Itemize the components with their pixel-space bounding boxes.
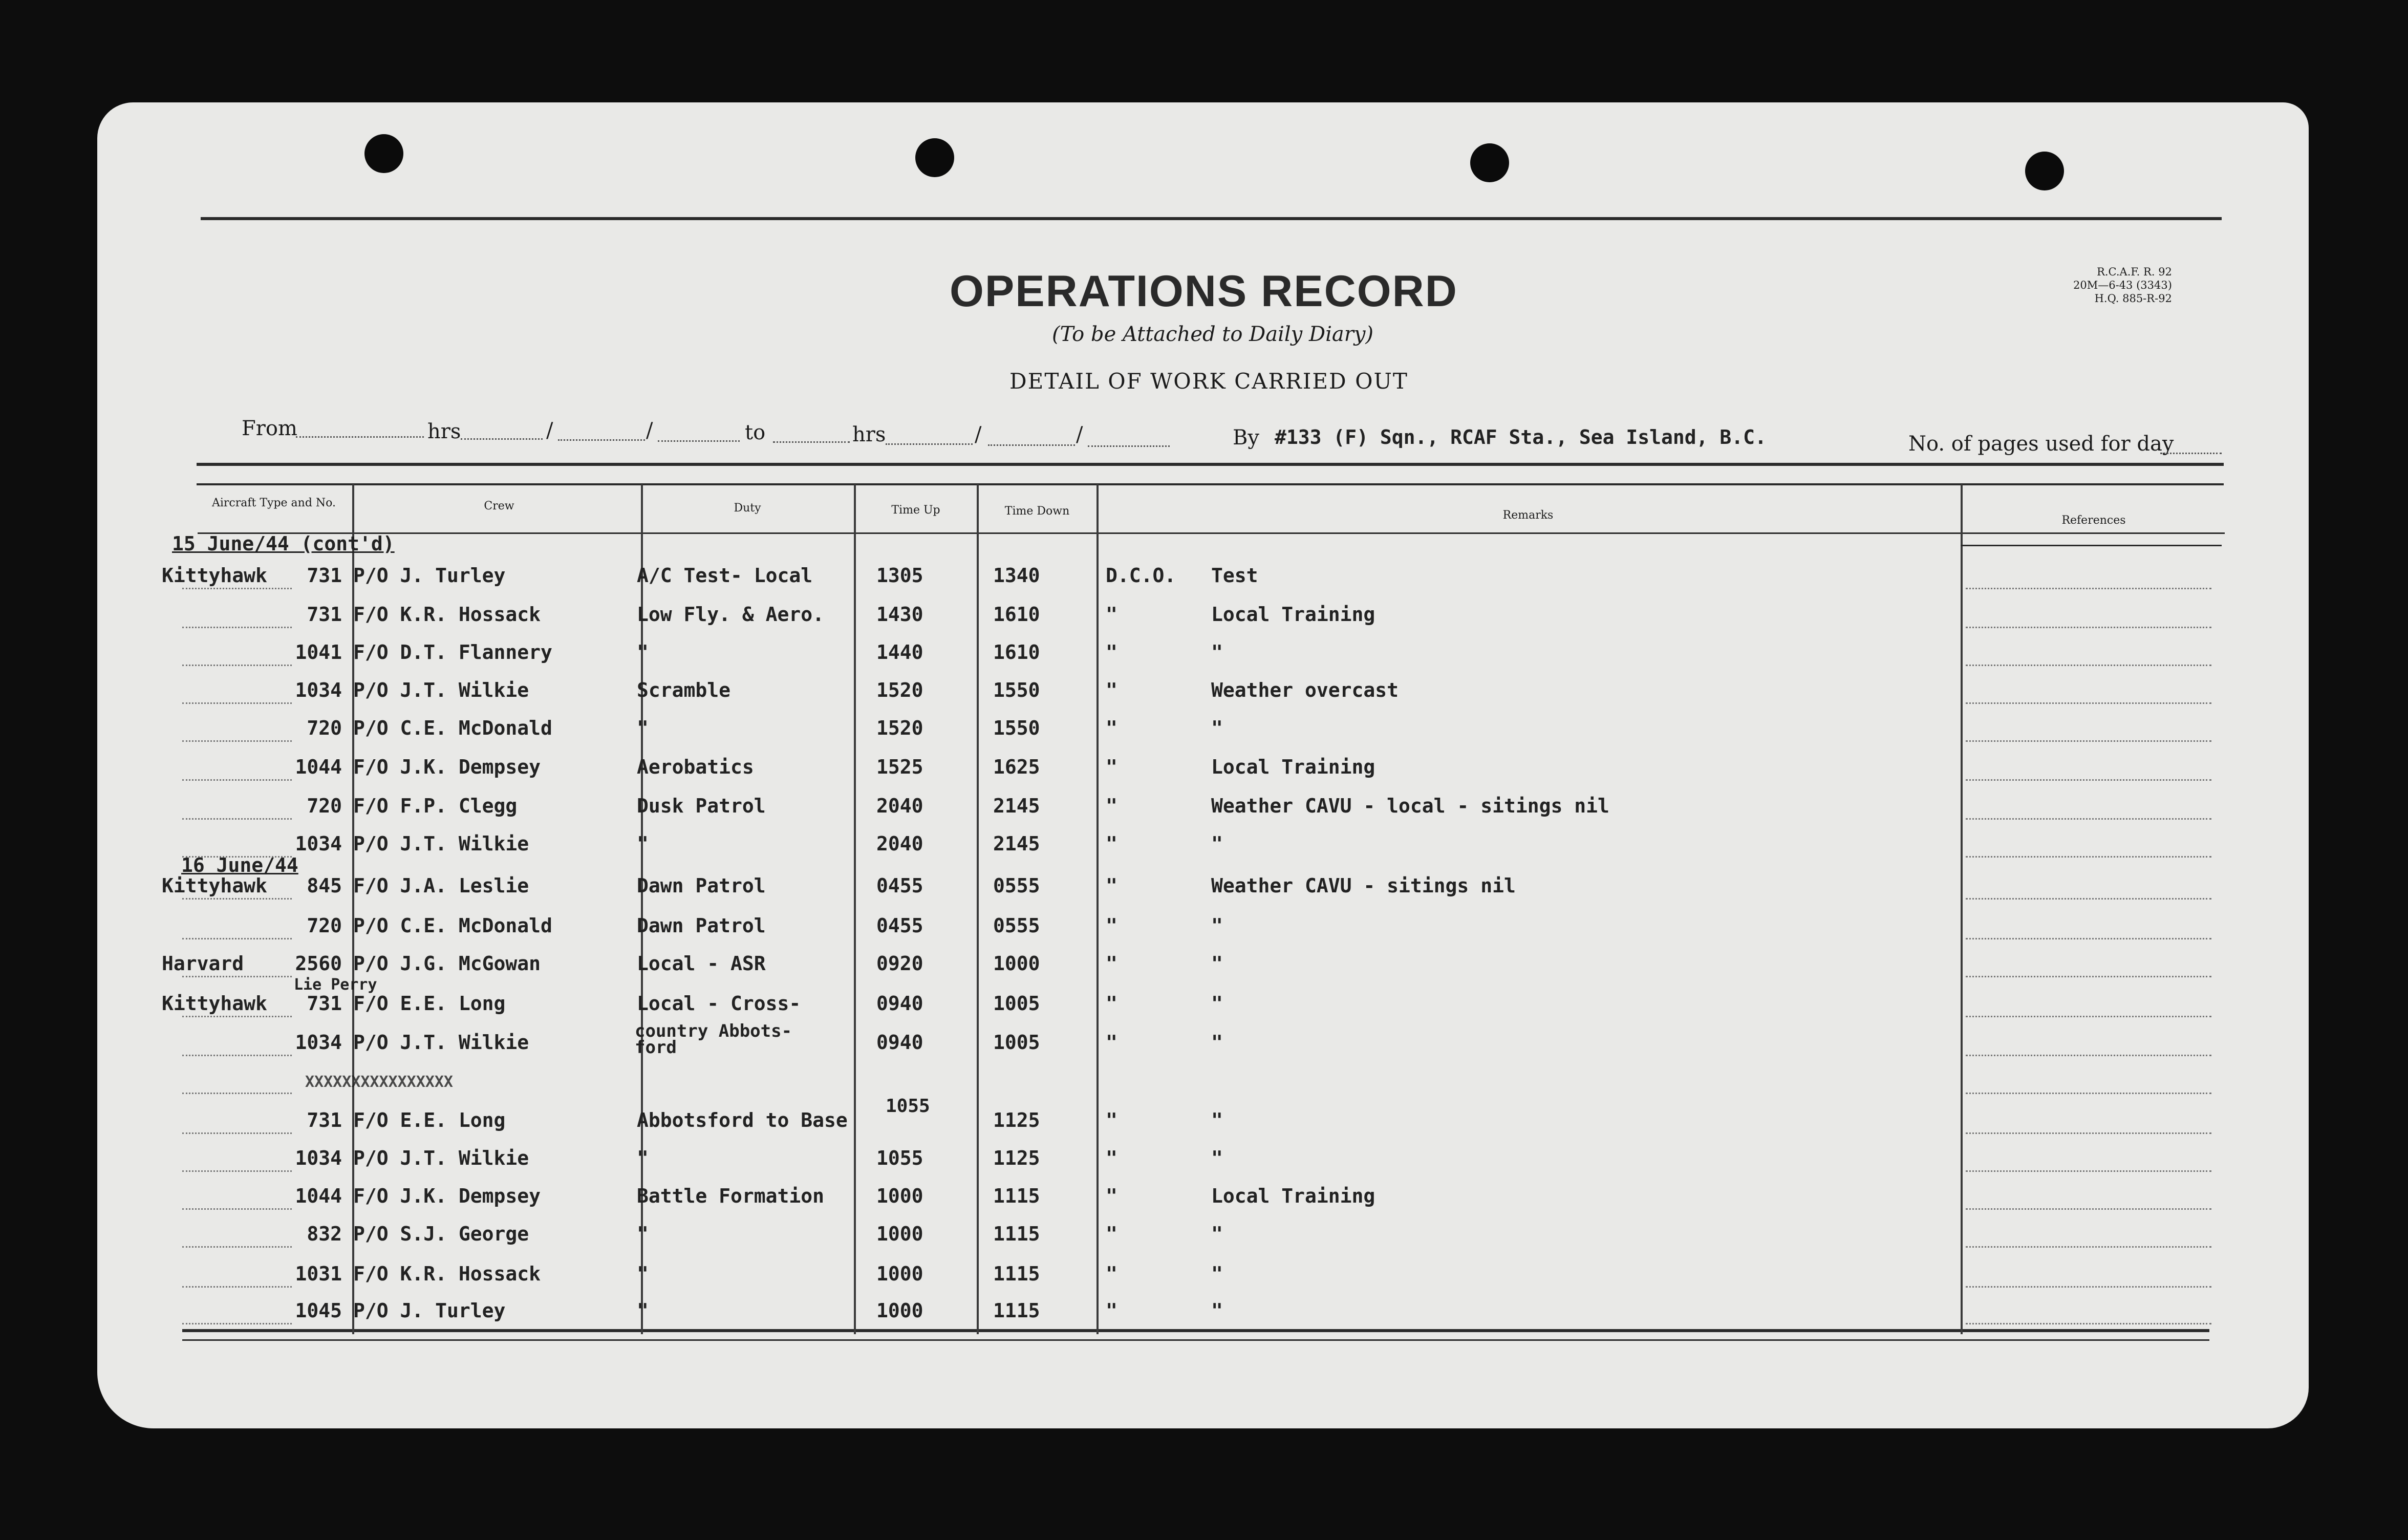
crew-cell: F/O K.R. Hossack	[353, 1263, 541, 1285]
aircraft-number-cell: 1034	[295, 1031, 342, 1054]
remarks-cell: Weather CAVU - sitings nil	[1211, 874, 1516, 897]
time-down-cell: 1000	[993, 952, 1040, 975]
aircraft-number-cell: 832	[307, 1223, 342, 1245]
col-header-references: References	[2061, 514, 2126, 527]
time-up-cell: 1440	[876, 641, 923, 664]
duty-cell: "	[637, 717, 649, 739]
time-down-cell: 1610	[993, 641, 1040, 664]
ditto-cell: "	[1106, 832, 1117, 855]
dotted-leader	[1966, 976, 2211, 977]
time-up-cell: 1430	[876, 603, 923, 626]
ditto-cell: "	[1106, 874, 1117, 897]
dotted-leader	[182, 856, 292, 858]
aircraft-number-cell: 1041	[295, 641, 342, 664]
table-row	[0, 1027, 2408, 1066]
aircraft-type-cell: Harvard	[162, 952, 244, 975]
table-row	[0, 870, 2408, 909]
table-row	[0, 1105, 2408, 1144]
time-up-cell: 0455	[876, 874, 923, 897]
date-separator: /	[975, 423, 982, 446]
time-down-cell: 1125	[993, 1109, 1040, 1131]
form-ref-line: H.Q. 885-R-92	[2094, 292, 2172, 305]
table-row	[0, 948, 2408, 987]
duty-continuation: country Abbots-	[635, 1021, 792, 1041]
col-header-crew: Crew	[484, 500, 514, 512]
ditto-cell: "	[1106, 1147, 1117, 1169]
remarks-cell: Local Training	[1211, 1185, 1375, 1207]
time-down-cell: 1125	[993, 1147, 1040, 1169]
aircraft-number-cell: 2560	[295, 952, 342, 975]
remarks-cell: "	[1211, 1299, 1223, 1322]
dotted-leader	[1966, 588, 2211, 589]
duty-continuation: ford	[635, 1037, 677, 1058]
dotted-leader	[1966, 1016, 2211, 1017]
time-up-cell: 0940	[876, 1031, 923, 1054]
dotted-leader	[182, 627, 292, 628]
form-ref-line: 20M—6-43 (3343)	[2073, 279, 2172, 291]
crew-cell: F/O J.K. Dempsey	[353, 1185, 541, 1207]
aircraft-number-cell: 1044	[295, 756, 342, 778]
dotted-leader	[182, 938, 292, 939]
table-row	[0, 1143, 2408, 1182]
to-label: to	[745, 421, 766, 444]
dotted-leader	[182, 898, 292, 900]
table-row	[0, 1218, 2408, 1257]
aircraft-number-cell: 720	[307, 914, 342, 937]
ditto-cell: "	[1106, 1031, 1117, 1054]
time-up-cell: 0920	[876, 952, 923, 975]
dotted-leader	[182, 818, 292, 820]
ditto-cell: "	[1106, 952, 1117, 975]
dotted-leader	[1966, 702, 2211, 704]
aircraft-number-cell: 731	[307, 992, 342, 1015]
duty-cell: Local - ASR	[637, 952, 766, 975]
remarks-cell: "	[1211, 717, 1223, 739]
time-up-overtype: 1055	[886, 1096, 930, 1117]
dotted-leader	[1966, 665, 2211, 666]
remarks-cell: Local Training	[1211, 603, 1375, 626]
crew-cell: P/O J.T. Wilkie	[353, 1031, 529, 1054]
time-up-cell: 0455	[876, 914, 923, 937]
remarks-cell: "	[1211, 1147, 1223, 1169]
crew-cell: P/O J.T. Wilkie	[353, 832, 529, 855]
dotted-leader	[1966, 1323, 2211, 1324]
hrs-label: hrs	[427, 420, 461, 443]
time-down-cell: 1625	[993, 756, 1040, 778]
ditto-cell: "	[1106, 1109, 1117, 1131]
ditto-cell: "	[1106, 1223, 1117, 1245]
dotted-leader	[182, 1246, 292, 1248]
dotted-leader	[1966, 898, 2211, 900]
dotted-leader	[182, 1132, 292, 1134]
dotted-leader	[182, 588, 292, 589]
dotted-leader	[1966, 1055, 2211, 1056]
form-detail-heading: DETAIL OF WORK CARRIED OUT	[1009, 369, 1408, 394]
time-up-cell: 1525	[876, 756, 923, 778]
time-down-cell: 1610	[993, 603, 1040, 626]
time-up-cell: 1520	[876, 717, 923, 739]
aircraft-number-cell: 731	[307, 1109, 342, 1131]
dotted-leader	[182, 1208, 292, 1210]
dotted-leader	[182, 702, 292, 704]
ditto-cell: "	[1106, 992, 1117, 1015]
col-header-duty: Duty	[734, 502, 761, 515]
table-row	[0, 910, 2408, 949]
aircraft-number-cell: 1044	[295, 1185, 342, 1207]
remarks-cell: "	[1211, 952, 1223, 975]
duty-cell: Abbotsford to Base	[637, 1109, 848, 1131]
crew-cell: F/O J.A. Leslie	[353, 874, 529, 897]
table-row	[0, 752, 2408, 790]
duty-cell: Dusk Patrol	[637, 795, 766, 817]
aircraft-number-cell: 1031	[295, 1263, 342, 1285]
time-down-cell: 1005	[993, 992, 1040, 1015]
crew-cell: P/O J.G. McGowan	[353, 952, 541, 975]
dotted-leader	[182, 1286, 292, 1288]
dotted-leader	[1966, 1286, 2211, 1288]
time-up-cell: 1000	[876, 1263, 923, 1285]
dotted-leader	[182, 779, 292, 781]
ditto-cell: "	[1106, 1263, 1117, 1285]
remarks-cell: Test	[1211, 564, 1258, 587]
dotted-leader	[1966, 938, 2211, 939]
crew-cell: P/O S.J. George	[353, 1223, 529, 1245]
aircraft-number-cell: 1045	[295, 1299, 342, 1322]
table-row	[0, 1295, 2408, 1334]
remarks-cell: Weather overcast	[1211, 679, 1399, 701]
table-row	[0, 637, 2408, 676]
time-down-cell: 1115	[993, 1299, 1040, 1322]
aircraft-number-cell: 1034	[295, 832, 342, 855]
form-ref-line: R.C.A.F. R. 92	[2097, 266, 2172, 278]
ditto-cell: "	[1106, 914, 1117, 937]
time-up-cell: 1305	[876, 564, 923, 587]
crew-cell: F/O D.T. Flannery	[353, 641, 552, 664]
dotted-leader	[182, 1170, 292, 1172]
table-row	[0, 713, 2408, 752]
time-up-cell: 1000	[876, 1299, 923, 1322]
date-header: 16 June/44	[181, 854, 298, 876]
dotted-leader	[1966, 1093, 2211, 1094]
crew-cell: F/O E.E. Long	[353, 1109, 506, 1131]
dotted-leader	[1966, 627, 2211, 628]
form-title: OPERATIONS RECORD	[950, 267, 1458, 316]
crew-cell: P/O J. Turley	[353, 1299, 506, 1322]
remarks-cell: "	[1211, 1263, 1223, 1285]
duty-cell: Battle Formation	[637, 1185, 825, 1207]
crew-cell: P/O J.T. Wilkie	[353, 679, 529, 701]
crew-cell: P/O C.E. McDonald	[353, 914, 552, 937]
time-down-cell: 0555	[993, 914, 1040, 937]
struck-out-entry: XXXXXXXXXXXXXXXX	[305, 1073, 453, 1091]
aircraft-type-cell: Kittyhawk	[162, 992, 267, 1015]
time-up-cell: 2040	[876, 832, 923, 855]
hrs-label-2: hrs	[852, 423, 886, 446]
time-down-cell: 1115	[993, 1185, 1040, 1207]
remarks-cell: Local Training	[1211, 756, 1375, 778]
duty-cell: "	[637, 1223, 649, 1245]
crew-cell: P/O J.T. Wilkie	[353, 1147, 529, 1169]
aircraft-number-cell: 720	[307, 795, 342, 817]
col-header-remarks: Remarks	[1502, 509, 1554, 522]
duty-cell: Dawn Patrol	[637, 874, 766, 897]
dotted-leader	[182, 1055, 292, 1056]
ditto-cell: "	[1106, 641, 1117, 664]
remarks-cell: "	[1211, 1109, 1223, 1131]
aircraft-number-cell: 1034	[295, 679, 342, 701]
remarks-cell: "	[1211, 832, 1223, 855]
dotted-leader	[1966, 740, 2211, 742]
time-down-cell: 0555	[993, 874, 1040, 897]
dotted-leader	[1966, 856, 2211, 858]
ditto-cell: "	[1106, 1185, 1117, 1207]
by-label: By	[1233, 426, 1259, 450]
crew-cell: F/O K.R. Hossack	[353, 603, 541, 626]
time-down-cell: 1005	[993, 1031, 1040, 1054]
time-up-cell: 1055	[876, 1147, 923, 1169]
remarks-cell: "	[1211, 992, 1223, 1015]
time-down-cell: 1115	[993, 1263, 1040, 1285]
table-row	[0, 790, 2408, 829]
aircraft-type-cell: Kittyhawk	[162, 564, 267, 587]
table-row	[0, 1181, 2408, 1220]
date-separator: /	[1076, 423, 1083, 446]
duty-cell: Low Fly. & Aero.	[637, 603, 825, 626]
time-down-cell: 2145	[993, 832, 1040, 855]
dotted-leader	[1966, 1246, 2211, 1248]
table-row	[0, 1065, 2408, 1104]
table-row	[0, 828, 2408, 867]
col-header-time-down: Time Down	[1004, 505, 1070, 518]
remarks-cell: "	[1211, 1223, 1223, 1245]
remarks-cell: "	[1211, 1031, 1223, 1054]
pages-label: No. of pages used for day	[1908, 432, 2174, 456]
table-row	[0, 599, 2408, 638]
duty-cell: "	[637, 1263, 649, 1285]
remarks-cell: Weather CAVU - local - sitings nil	[1211, 795, 1609, 817]
aircraft-number-cell: 1034	[295, 1147, 342, 1169]
time-down-cell: 1115	[993, 1223, 1040, 1245]
dotted-leader	[182, 665, 292, 666]
time-up-cell: 1000	[876, 1223, 923, 1245]
dotted-leader	[182, 1016, 292, 1017]
duty-cell: Local - Cross-	[637, 992, 801, 1015]
time-up-cell: 2040	[876, 795, 923, 817]
duty-cell: "	[637, 1299, 649, 1322]
table-row	[0, 1258, 2408, 1297]
date-separator: /	[646, 419, 653, 442]
ditto-cell: "	[1106, 717, 1117, 739]
time-up-cell: 1000	[876, 1185, 923, 1207]
ditto-cell: D.C.O.	[1106, 564, 1176, 587]
aircraft-number-cell: 731	[307, 564, 342, 587]
duty-cell: A/C Test- Local	[637, 564, 813, 587]
dotted-leader	[1966, 779, 2211, 781]
time-up-cell: 1520	[876, 679, 923, 701]
date-header: 15 June/44 (cont'd)	[172, 532, 395, 555]
aircraft-number-cell: 731	[307, 603, 342, 626]
dotted-leader	[1966, 1132, 2211, 1134]
duty-cell: "	[637, 832, 649, 855]
time-down-cell: 1550	[993, 717, 1040, 739]
dotted-leader	[182, 976, 292, 977]
aircraft-number-cell: 720	[307, 717, 342, 739]
table-row	[0, 675, 2408, 714]
crew-cell: P/O C.E. McDonald	[353, 717, 552, 739]
col-header-aircraft: Aircraft Type and No.	[211, 497, 336, 509]
col-header-time-up: Time Up	[891, 504, 940, 517]
ditto-cell: "	[1106, 756, 1117, 778]
ditto-cell: "	[1106, 1299, 1117, 1322]
time-down-cell: 2145	[993, 795, 1040, 817]
from-label: From	[242, 417, 297, 440]
aircraft-type-cell: Kittyhawk	[162, 874, 267, 897]
crew-annotation: Lie Perry	[294, 976, 377, 994]
crew-cell: F/O E.E. Long	[353, 992, 506, 1015]
crew-cell: F/O F.P. Clegg	[353, 795, 518, 817]
table-row	[0, 988, 2408, 1027]
duty-cell: Dawn Patrol	[637, 914, 766, 937]
dotted-leader	[182, 1093, 292, 1094]
aircraft-number-cell: 845	[307, 874, 342, 897]
remarks-cell: "	[1211, 914, 1223, 937]
dotted-leader	[1966, 1208, 2211, 1210]
crew-cell: F/O J.K. Dempsey	[353, 756, 541, 778]
dotted-leader	[1966, 818, 2211, 820]
remarks-cell: "	[1211, 641, 1223, 664]
dotted-leader	[1966, 1170, 2211, 1172]
dotted-leader	[182, 1323, 292, 1324]
duty-cell: Aerobatics	[637, 756, 754, 778]
time-down-cell: 1340	[993, 564, 1040, 587]
time-up-cell: 0940	[876, 992, 923, 1015]
duty-cell: Scramble	[637, 679, 731, 701]
time-down-cell: 1550	[993, 679, 1040, 701]
dotted-leader	[182, 740, 292, 742]
form-subtitle: (To be Attached to Daily Diary)	[1052, 323, 1374, 346]
duty-cell: "	[637, 641, 649, 664]
ditto-cell: "	[1106, 603, 1117, 626]
ditto-cell: "	[1106, 679, 1117, 701]
crew-cell: P/O J. Turley	[353, 564, 506, 587]
duty-cell: "	[637, 1147, 649, 1169]
ditto-cell: "	[1106, 795, 1117, 817]
date-separator: /	[546, 419, 553, 442]
unit-value: #133 (F) Sqn., RCAF Sta., Sea Island, B.C.	[1275, 426, 1767, 448]
table-row	[0, 560, 2408, 599]
